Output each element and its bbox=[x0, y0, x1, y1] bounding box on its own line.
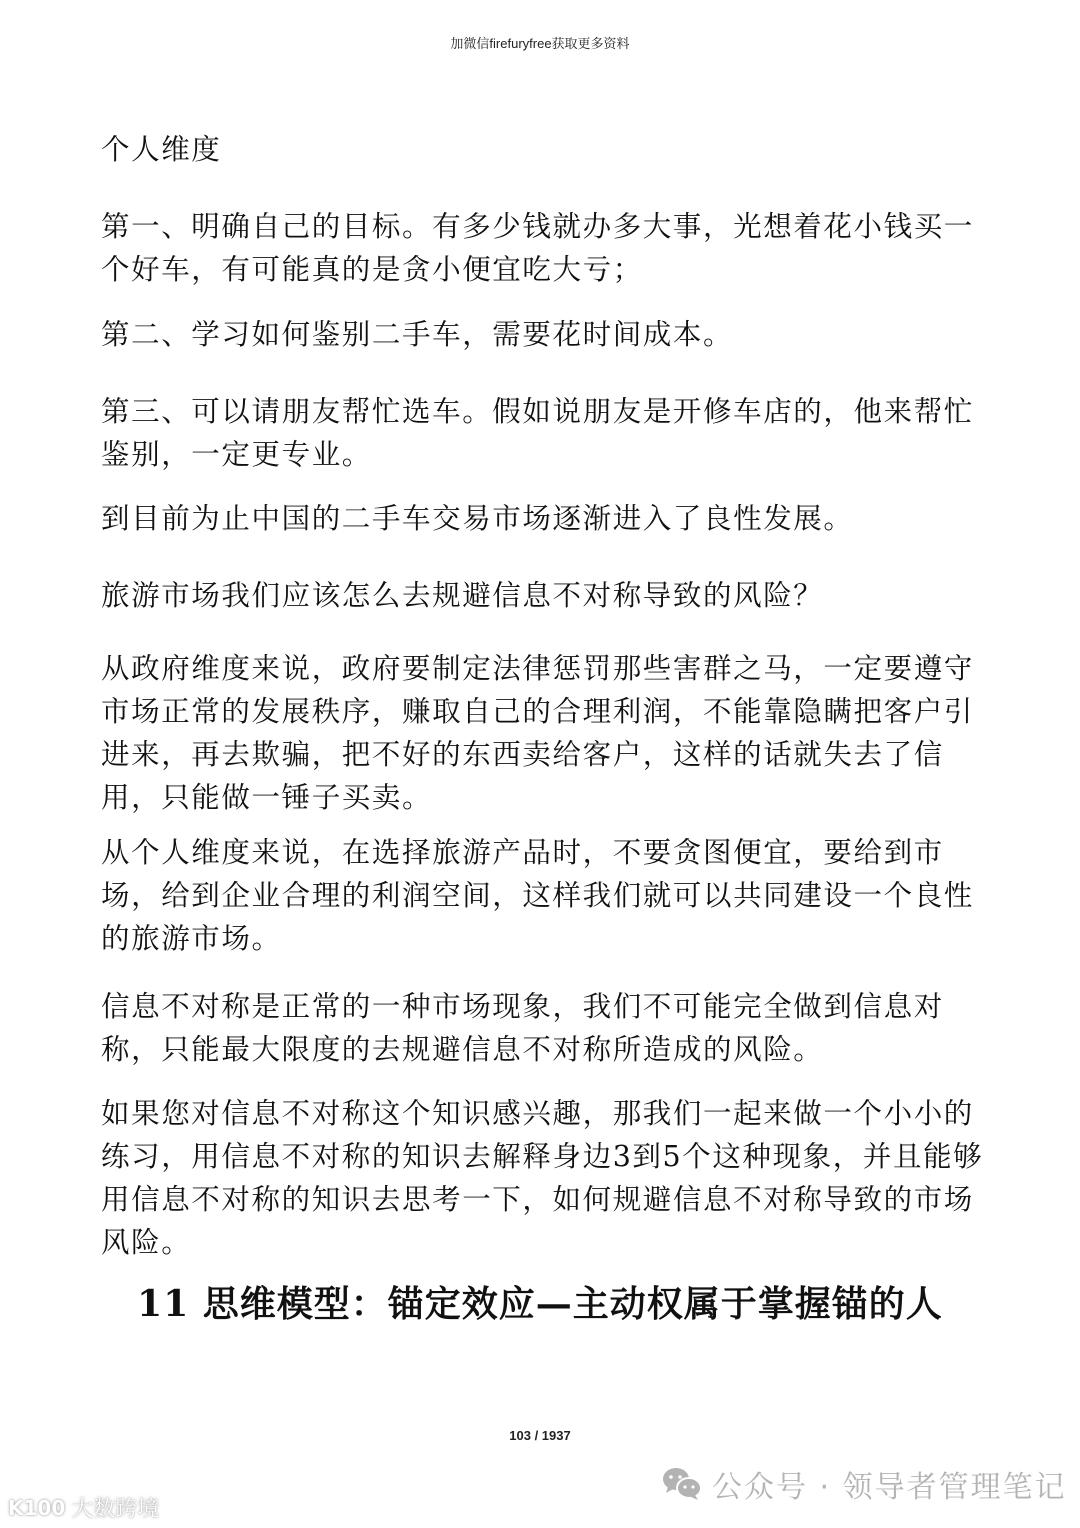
paragraph: 第三、可以请朋友帮忙选车。假如说朋友是开修车店的，他来帮忙鉴别，一定更专业。 bbox=[101, 395, 974, 471]
paragraph: 如果您对信息不对称这个知识感兴趣，那我们一起来做一个小小的练习，用信息不对称的知识去解释身边3到5个这种现象，并且能够用信息不对称的知识去思考一下，如何规避信息不对称导致的市场风险。 bbox=[101, 1097, 984, 1259]
brand-logo-icon: K100 bbox=[8, 1495, 66, 1520]
paragraph: 旅游市场我们应该怎么去规避信息不对称导致的风险？ bbox=[101, 579, 824, 612]
paragraph: 信息不对称是正常的一种市场现象，我们不可能完全做到信息对称，只能最大限度的去规避信息不对称所造成的风险。 bbox=[101, 990, 944, 1066]
wechat-icon bbox=[662, 1467, 702, 1501]
section-heading: 11 思维模型：锚定效应—主动权属于掌握锚的人 bbox=[137, 1283, 943, 1325]
paragraph: 第一、明确自己的目标。有多少钱就办多大事，光想着花小钱买一个好车，有可能真的是贪小便宜吃大亏； bbox=[101, 210, 974, 286]
page-header: 加微信firefuryfree获取更多资料 bbox=[450, 36, 630, 51]
paragraph: 到目前为止中国的二手车交易市场逐渐进入了良性发展。 bbox=[101, 502, 854, 535]
wechat-watermark bbox=[662, 1462, 1067, 1506]
wechat-account-label: 公众号 · 领导者管理笔记 bbox=[712, 1470, 1067, 1505]
brand-watermark-label: 大数跨境 bbox=[71, 1497, 160, 1522]
brand-watermark bbox=[8, 1492, 159, 1523]
paragraph: 个人维度 bbox=[101, 133, 222, 166]
paragraph: 从政府维度来说，政府要制定法律惩罚那些害群之马，一定要遵守市场正常的发展秩序，赚取自己的合理利润，不能靠隐瞒把客户引进来，再去欺骗，把不好的东西卖给客户，这样的话就失去了信用，只能做一锤子买卖。 bbox=[101, 652, 974, 814]
paragraph: 从个人维度来说，在选择旅游产品时，不要贪图便宜，要给到市场，给到企业合理的利润空间，这样我们就可以共同建设一个良性的旅游市场。 bbox=[101, 836, 974, 955]
page-number: 103 / 1937 bbox=[509, 1428, 571, 1443]
paragraph: 第二、学习如何鉴别二手车，需要花时间成本。 bbox=[101, 318, 734, 351]
